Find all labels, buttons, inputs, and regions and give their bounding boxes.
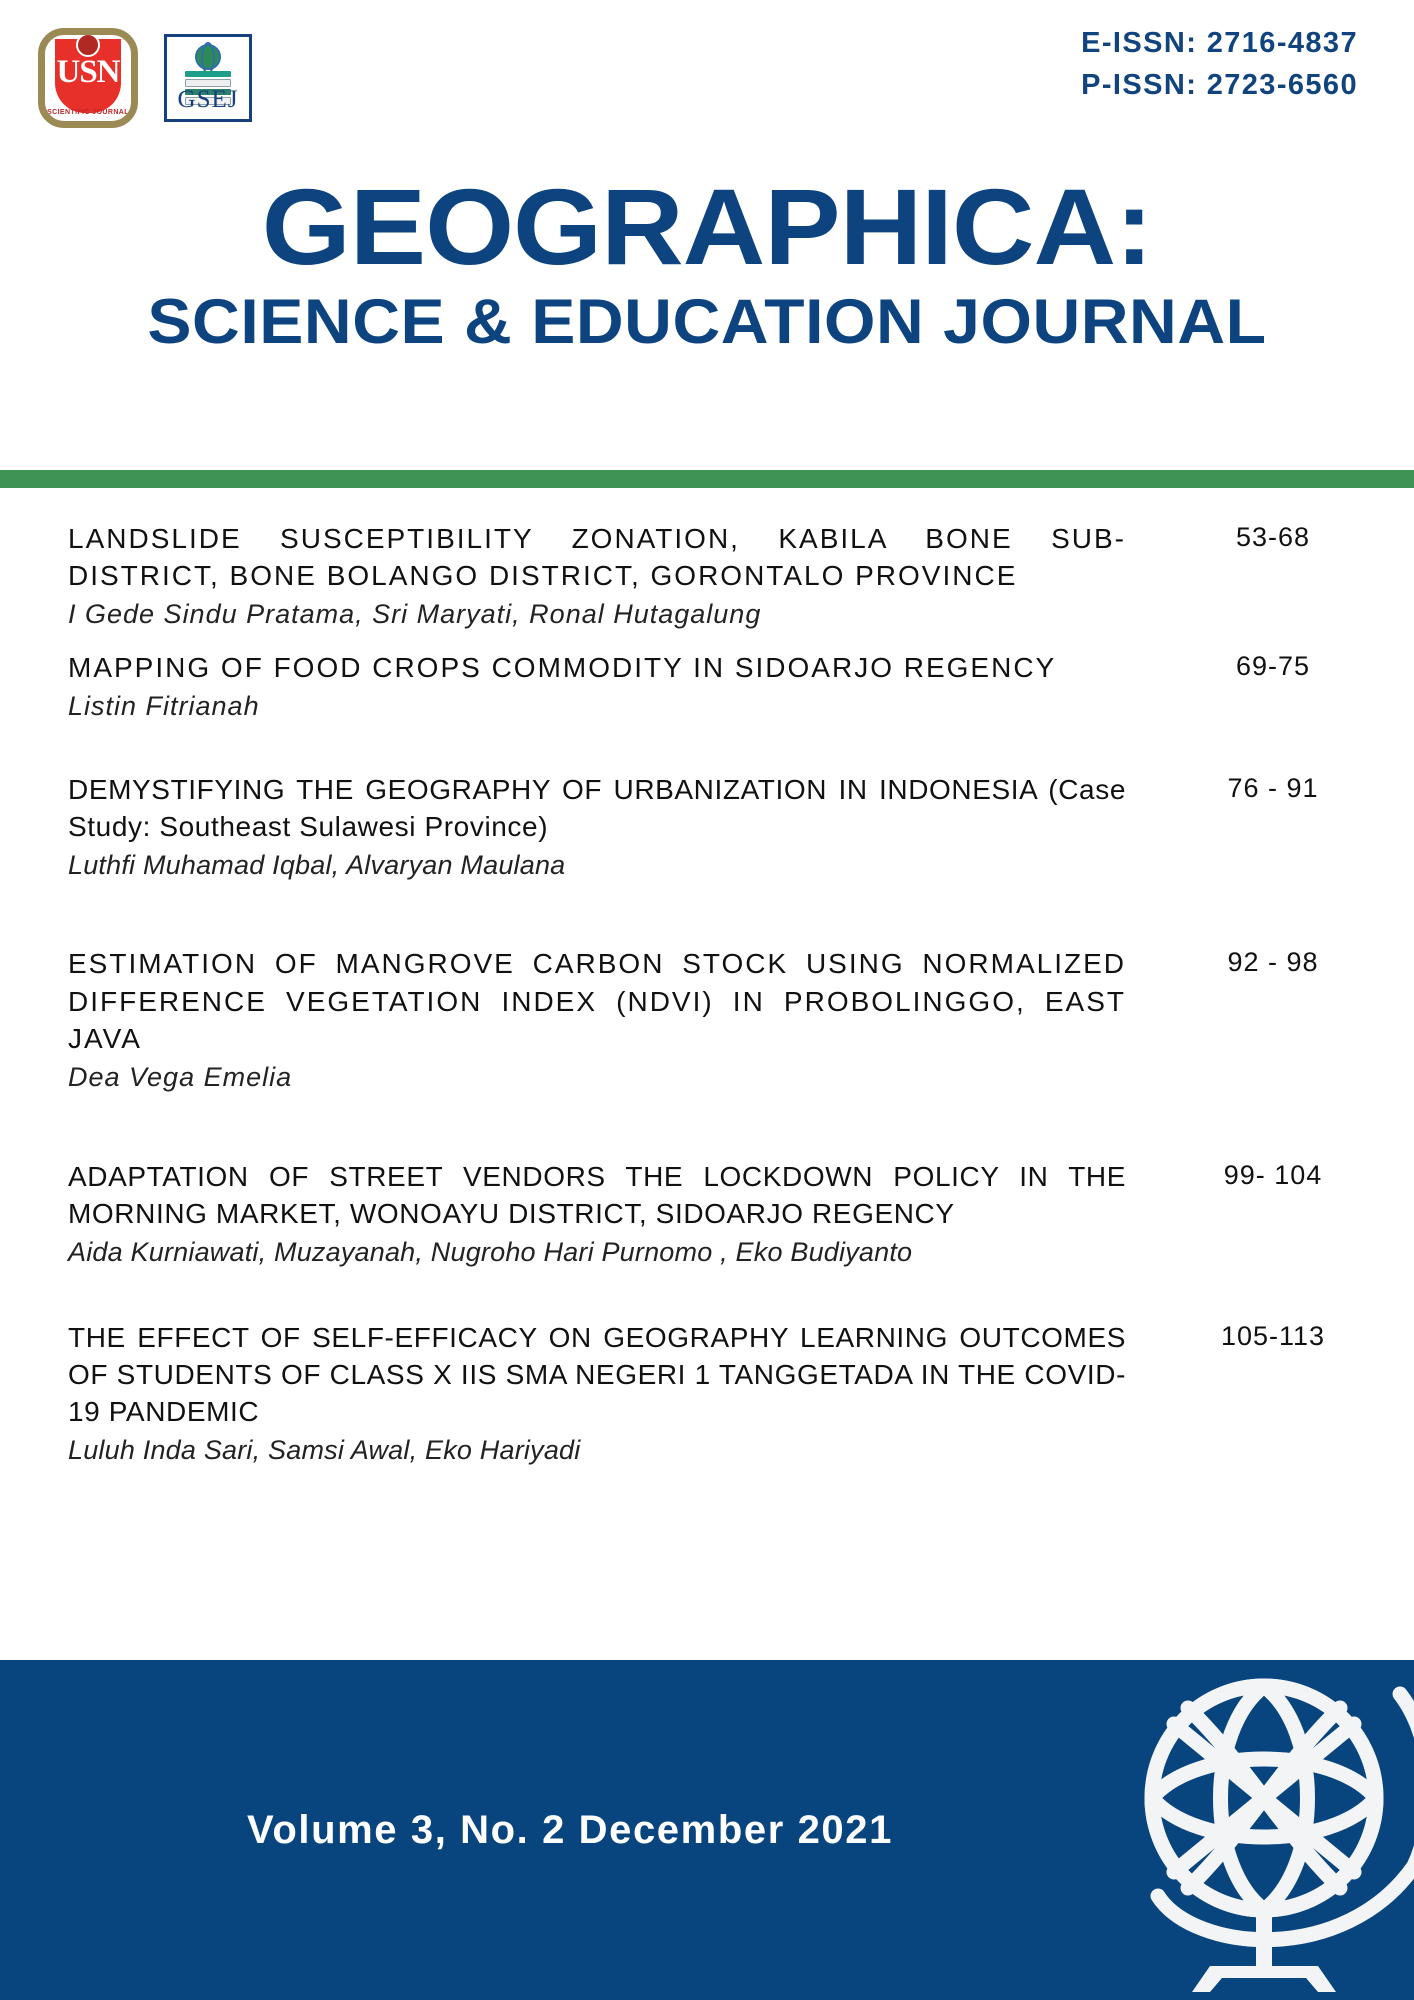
toc-entry[interactable]	[0, 649, 1414, 725]
toc-entry[interactable]	[0, 771, 1414, 884]
toc-entry-body	[68, 1158, 1126, 1271]
toc-entry-pages: 92 - 98	[1227, 947, 1319, 978]
toc-entry-title: LANDSLIDE SUSCEPTIBILITY ZONATION, KABILA BONE SUB-DISTRICT, BONE BOLANGO DISTRICT, GORONTALO PROVINCE	[68, 523, 1126, 592]
gsej-globe-icon	[195, 44, 221, 70]
journal-title: GEOGRAPHICA:	[261, 166, 1153, 287]
toc-entry-authors: Luluh Inda Sari, Samsi Awal, Eko Hariyadi	[68, 1435, 581, 1466]
issn-block	[1081, 22, 1358, 106]
p-issn-text: P-ISSN: 2723-6560	[1081, 69, 1358, 102]
toc-entry-title: DEMYSTIFYING THE GEOGRAPHY OF URBANIZATION IN INDONESIA (Case Study: Southeast Sulawesi Province)	[68, 773, 1126, 842]
e-issn-text: E-ISSN: 2716-4837	[1081, 27, 1358, 59]
journal-subtitle: SCIENCE & EDUCATION JOURNAL	[147, 287, 1267, 358]
toc-entry-title: MAPPING OF FOOD CROPS COMMODITY IN SIDOARJO REGENCY	[68, 651, 1057, 683]
logo-group	[38, 28, 252, 128]
globe-icon	[1114, 1670, 1414, 2000]
toc-entry-body	[68, 649, 1126, 725]
toc-entry-body	[68, 771, 1126, 884]
toc-entry-authors: I Gede Sindu Pratama, Sri Maryati, Ronal Hutagalung	[68, 599, 762, 630]
toc-entry-body	[68, 1319, 1126, 1469]
toc-entry-pages: 99- 104	[1223, 1159, 1323, 1190]
toc-entry-authors: Listin Fitrianah	[68, 691, 260, 722]
toc-entry[interactable]	[0, 520, 1414, 633]
usn-scientific-journal-logo	[38, 28, 138, 128]
toc-entry-pages: 76 - 91	[1227, 772, 1319, 803]
toc-entry-authors: Luthfi Muhamad Iqbal, Alvaryan Maulana	[68, 850, 566, 881]
toc-entry-pages: 105-113	[1220, 1320, 1326, 1351]
volume-issue-text: Volume 3, No. 2 December 2021	[247, 1808, 893, 1852]
toc-entry-pages: 69-75	[1235, 650, 1311, 681]
toc-entry-body	[68, 520, 1126, 633]
toc-entry[interactable]	[0, 1158, 1414, 1271]
usn-monogram-text: USN	[56, 54, 120, 90]
green-divider-bar	[0, 470, 1414, 488]
toc-entry-title: ESTIMATION OF MANGROVE CARBON STOCK USING NORMALIZED DIFFERENCE VEGETATION INDEX (NDVI) IN PROBOLINGGO, EAST JAVA	[68, 948, 1126, 1054]
gsej-logo-text: GSEJ	[177, 86, 239, 113]
toc-entry-title: ADAPTATION OF STREET VENDORS THE LOCKDOWN POLICY IN THE MORNING MARKET, WONOAYU DISTRICT, SIDOARJO REGENCY	[68, 1160, 1126, 1229]
toc-entry-pages: 53-68	[1235, 522, 1311, 552]
cover-header	[0, 0, 1414, 170]
toc-entry[interactable]	[0, 1319, 1414, 1469]
gsej-logo	[164, 34, 252, 122]
masthead	[0, 166, 1414, 358]
toc-entry-authors: Aida Kurniawati, Muzayanah, Nugroho Hari Purnomo , Eko Budiyanto	[68, 1237, 913, 1268]
toc-entry-authors: Dea Vega Emelia	[68, 1062, 293, 1093]
toc-entry[interactable]	[0, 945, 1414, 1095]
table-of-contents	[0, 520, 1414, 1491]
cover-footer	[0, 1660, 1414, 2000]
toc-entry-title: THE EFFECT OF SELF-EFFICACY ON GEOGRAPHY LEARNING OUTCOMES OF STUDENTS OF CLASS X IIS SMA NEGERI 1 TANGGETADA IN THE COVID-19 PANDEMIC	[68, 1321, 1126, 1427]
usn-ring-label: SCIENTIFIC JOURNAL	[47, 108, 129, 117]
toc-entry-body	[68, 945, 1126, 1095]
